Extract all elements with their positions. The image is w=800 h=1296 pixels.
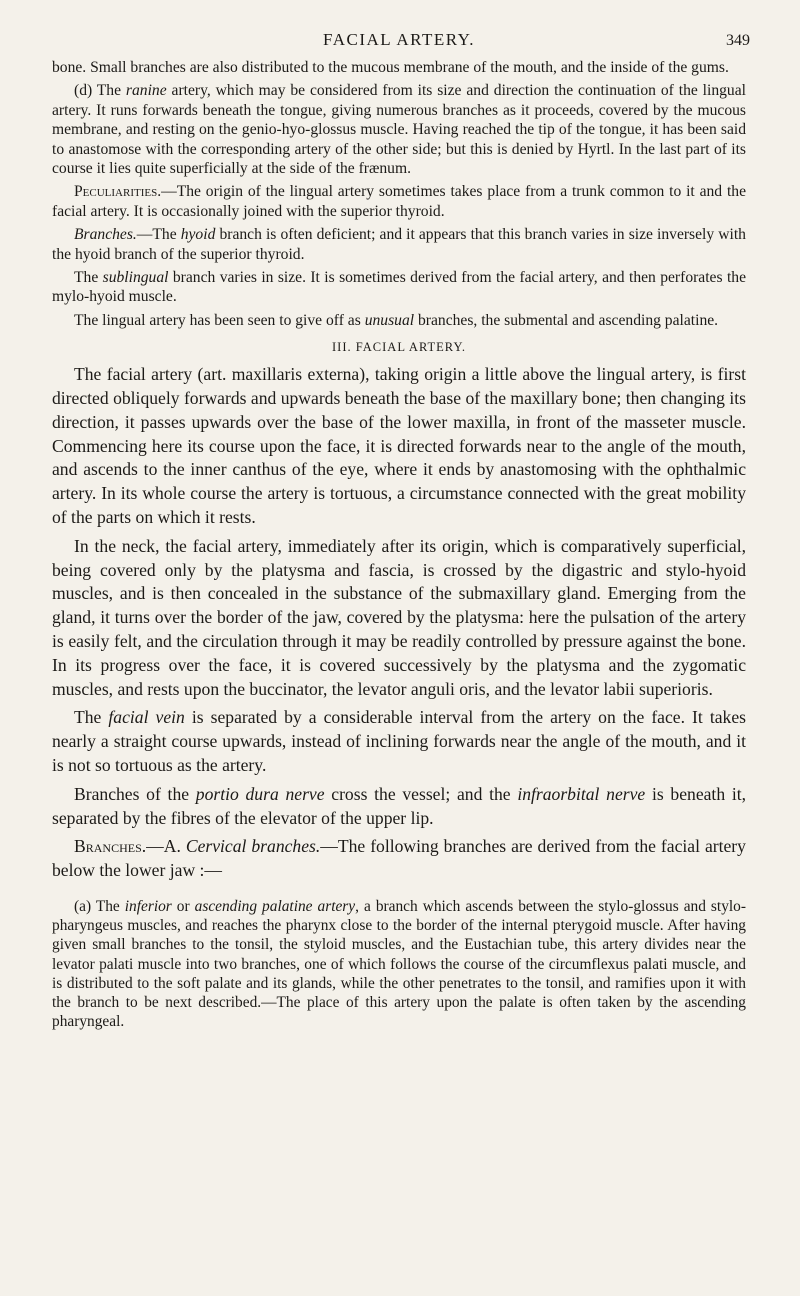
body-text: —The	[136, 226, 181, 244]
body-text: —A.	[146, 836, 186, 857]
body-text: branch varies in size. It is sometimes derived from the facial artery, and then perforates the mylo-hyoid muscle.	[52, 269, 746, 306]
term-hyoid: hyoid	[180, 226, 216, 244]
paragraph-facial-vein	[52, 706, 746, 777]
paragraph-sublingual	[52, 268, 746, 307]
term-facial-vein: facial vein	[108, 707, 185, 728]
body-text: The lingual artery has been seen to give off as	[74, 311, 365, 329]
paragraph-peculiarities	[52, 182, 746, 221]
body-text: (a) The	[74, 898, 125, 916]
body-text: branch is often deficient; and it appears that this branch varies in size inversely with the hyoid branch of the superior thyroid.	[52, 226, 746, 263]
section-heading-facial-artery: III. FACIAL ARTERY.	[332, 340, 466, 355]
body-text: is beneath it, separated by the fibres of the elevator of the upper lip.	[52, 783, 747, 828]
term-portio-dura: portio dura nerve	[195, 783, 325, 804]
body-text: , a branch which ascends between the stylo-glossus and stylo-pharyngeus muscles, and reaches the pharynx close to the border of the internal pterygoid muscle. After having given small branches to the tonsil, the styloid muscles, and the Eustachian tube, this artery divides near the levator palati muscle into two branches, one of which follows the course of the circumflexus palati muscle, and is distributed to the soft palate and its glands, while the other penetrates to the tonsil, and ramifies upon it with the branch to be next described.—The place of this artery upon the palate is often taken by the ascending pharyngeal.	[52, 898, 746, 1031]
paragraph-facial-origin: The facial artery (art. maxillaris externa), taking origin a little above the lingual artery, is first directed obliquely forwards and upwards beneath the base of the maxillary bone; then changing its direction, it passes upwards over the base of the lower maxilla, in front of the masseter muscle. Commencing here its course upon the face, it is directed forwards near to the angle of the mouth, and ascends to the inner canthus of the eye, where it ends by anastomosing with the ophthalmic artery. In its whole course the artery is tortuous, a circumstance connected with the great mobility of the parts on which it rests.	[52, 364, 746, 528]
page-header	[52, 30, 750, 58]
body-text: cross the vessel; and the	[324, 783, 518, 804]
list-label: (d) The	[74, 82, 126, 100]
paragraph-unusual-branches	[52, 311, 746, 330]
paragraph-facial-neck: In the neck, the facial artery, immediately after its origin, which is comparatively superficial, being covered only by the platysma and fascia, is crossed by the digastric and stylo-hyoid muscles, and is then concealed in the substance of the submaxillary gland. Emerging from the gland, it turns over the border of the jaw, covered by the platysma: here the pulsation of the artery is easily felt, and the circulation through it may be readily controlled by pressure against the bone. In its progress over the face, it is covered successively by the platysma and the zygomatic muscles, and rests upon the buccinator, the levator anguli oris, and the levator labii superioris.	[52, 535, 746, 699]
body-text: —The origin of the lingual artery sometimes takes place from a trunk common to it and the facial artery. It is occasionally joined with the superior thyroid.	[52, 183, 746, 220]
paragraph-cervical-branches	[52, 835, 746, 883]
term-cervical-branches: Cervical branches.	[185, 836, 321, 857]
lingual-continuation-section	[52, 58, 746, 330]
label-peculiarities: Peculiarities.	[74, 183, 162, 201]
facial-artery-section	[52, 363, 746, 883]
paragraph-ascending-palatine	[52, 897, 746, 1031]
running-head: FACIAL ARTERY.	[323, 30, 475, 49]
paragraph-nerves	[52, 783, 746, 831]
body-text: —The following branches are derived from the facial artery below the lower jaw :—	[52, 836, 746, 881]
palatine-section	[52, 897, 746, 1031]
term-ranine: ranine	[125, 82, 167, 100]
body-text: The	[74, 707, 109, 728]
paragraph-bone: bone. Small branches are also distributed to the mucous membrane of the mouth, and the inside of the gums.	[52, 59, 729, 76]
term-infraorbital: infraorbital nerve	[517, 783, 646, 804]
paragraph-ranine-artery	[52, 81, 746, 178]
body-text: The	[74, 269, 103, 287]
body-text: branches, the submental and ascending palatine.	[414, 311, 719, 329]
body-text: Branches of the	[74, 783, 196, 804]
page	[52, 30, 750, 1031]
body-text: or	[171, 898, 195, 916]
body-text: is separated by a considerable interval from the artery on the face. It takes nearly a straight course upwards, instead of inclining forwards near the angle of the mouth, and it is not so tortuous as the artery.	[52, 707, 746, 776]
term-ascending-palatine: ascending palatine artery	[194, 898, 356, 916]
page-number: 349	[726, 32, 750, 49]
paragraph-branches-hyoid	[52, 225, 746, 264]
label-branches: Branches.	[74, 836, 147, 857]
label-branches: Branches.	[74, 226, 137, 244]
body-text: artery, which may be considered from its size and direction the continuation of the lingual artery. It runs forwards beneath the tongue, giving numerous branches as it proceeds, covered by the mucous membrane, and resting on the genio-hyo-glossus muscle. Having reached the tip of the tongue, it has been said to anastomose with the corresponding artery of the other side; but this is denied by Hyrtl. In the last part of its course it lies quite superficially at the side of the frænum.	[52, 82, 746, 178]
term-inferior: inferior	[124, 898, 172, 916]
term-sublingual: sublingual	[102, 269, 169, 287]
term-unusual: unusual	[364, 311, 415, 329]
